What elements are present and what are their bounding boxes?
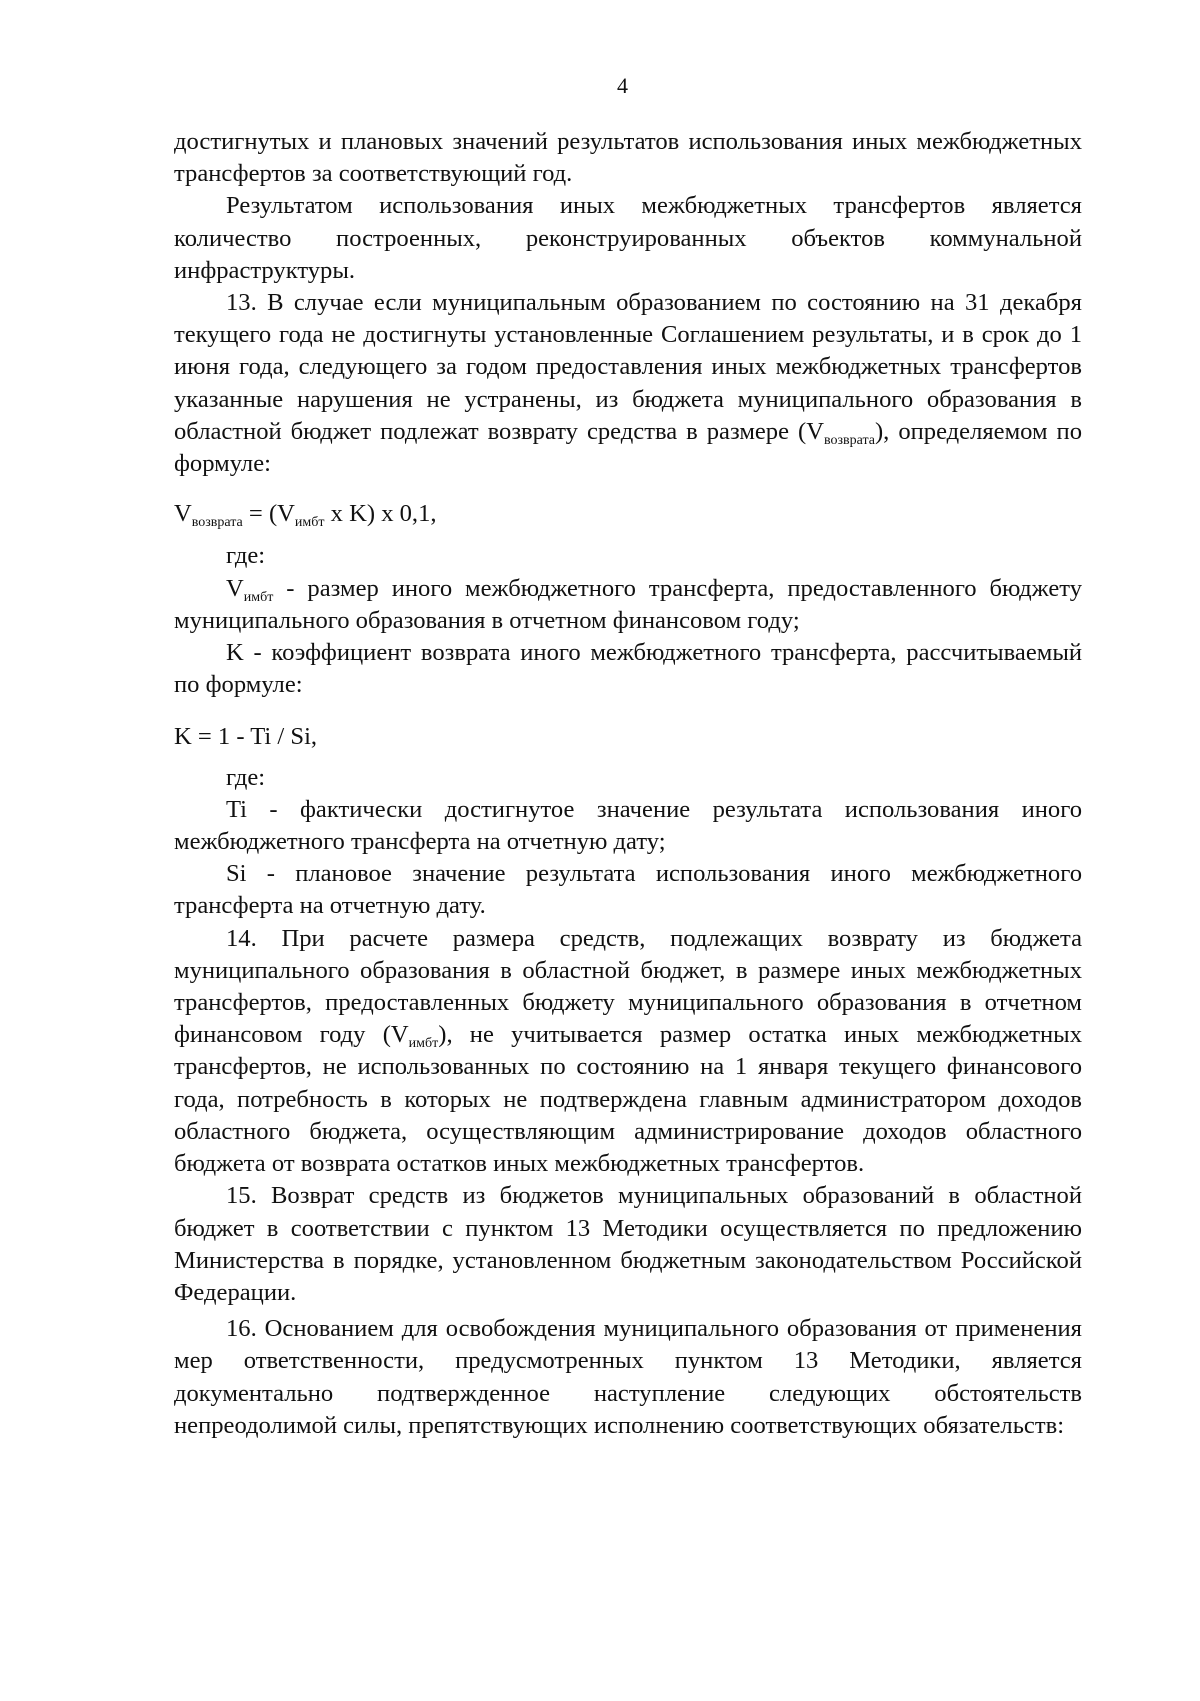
formula-mid: = (V — [242, 500, 295, 528]
paragraph-13-tail: ), определяемом по формуле: — [174, 417, 1083, 478]
formula-v: V — [174, 500, 192, 528]
paragraph-15: 15. Возврат средств из бюджетов муниципальных образований в областной бюджет в соответствии с пунктом 13 Методики осуществляется по предложению Министерства в порядке, установленном бюджетным законодательством Российской Федерации. — [174, 1182, 1082, 1306]
paragraph-16: 16. Основанием для освобождения муниципального образования от применения мер ответственности, предусмотренных пунктом 13 Методики, является документально подтвержденное наступление следующих обстоятельств непреодолимой силы, препятствующих исполнению соответствующих обязательств: — [174, 1315, 1082, 1439]
definition-si: Si - плановое значение результата использования иного межбюджетного трансферта на отчетную дату. — [174, 860, 1082, 920]
formula-sub-imbt: имбт — [294, 515, 325, 531]
definition-vimbt-sub: имбт — [243, 589, 274, 605]
definition-vimbt-text: - размер иного межбюджетного трансферта, предоставленного бюджету муниципального образования в отчетном финансовом году; — [174, 574, 1082, 634]
formula-tail: x K) x 0,1, — [324, 500, 437, 528]
page-number: 4 — [617, 73, 628, 98]
formula-sub-return: возврата — [191, 515, 243, 531]
paragraph-13 — [174, 287, 1082, 480]
paragraph-14-sub: имбт — [408, 1036, 439, 1052]
where-label-2: где: — [226, 763, 266, 791]
definition-vimbt-v: V — [226, 574, 244, 602]
definition-vimbt — [174, 573, 1082, 637]
paragraph-14-b: ), не учитывается размер остатка иных межбюджетных трансфертов, не использованных по состоянию на 1 января текущего финансового года, потребность в которых не подтверждена главным администратором доходов областного бюджета, осуществляющим администрирование доходов областного бюджета от возврата остатков иных межбюджетных трансфертов. — [174, 1021, 1082, 1178]
formula-k: K = 1 - Ti / Si, — [174, 723, 318, 751]
paragraph-14 — [174, 923, 1082, 1181]
subscript-return: возврата — [823, 432, 875, 448]
definition-k: K - коэффициент возврата иного межбюджетного трансферта, рассчитываемый по формуле: — [174, 639, 1082, 699]
paragraph-14-a: 14. При расчете размера средств, подлежащих возврату из бюджета муниципального образования в областной бюджет, в размере иных межбюджетных трансфертов, предоставленных бюджету муниципального образования в отчетном финансовом году (V — [174, 924, 1082, 1049]
paragraph-13-text: 13. В случае если муниципальным образованием по состоянию на 31 декабря текущего года не достигнуты установленные Соглашением результаты, и в срок до 1 июня года, следующего за годом предоставления иных межбюджетных трансфертов указанные нарушения не устранены, из бюджета муниципального образования в областной бюджет подлежат возврату средства в размере (V — [174, 289, 1082, 445]
paragraph-intro: достигнутых и плановых значений результатов использования иных межбюджетных трансфертов за соответствующий год. — [174, 128, 1082, 188]
document-body — [174, 126, 1082, 1442]
where-label-1: где: — [226, 542, 266, 570]
definition-ti: Ti - фактически достигнутое значение результата использования иного межбюджетного трансферта на отчетную дату; — [174, 795, 1082, 856]
paragraph-result: Результатом использования иных межбюджетных трансфертов является количество построенных, реконструированных объектов коммунальной инфраструктуры. — [174, 192, 1082, 284]
formula-return — [174, 498, 1082, 530]
